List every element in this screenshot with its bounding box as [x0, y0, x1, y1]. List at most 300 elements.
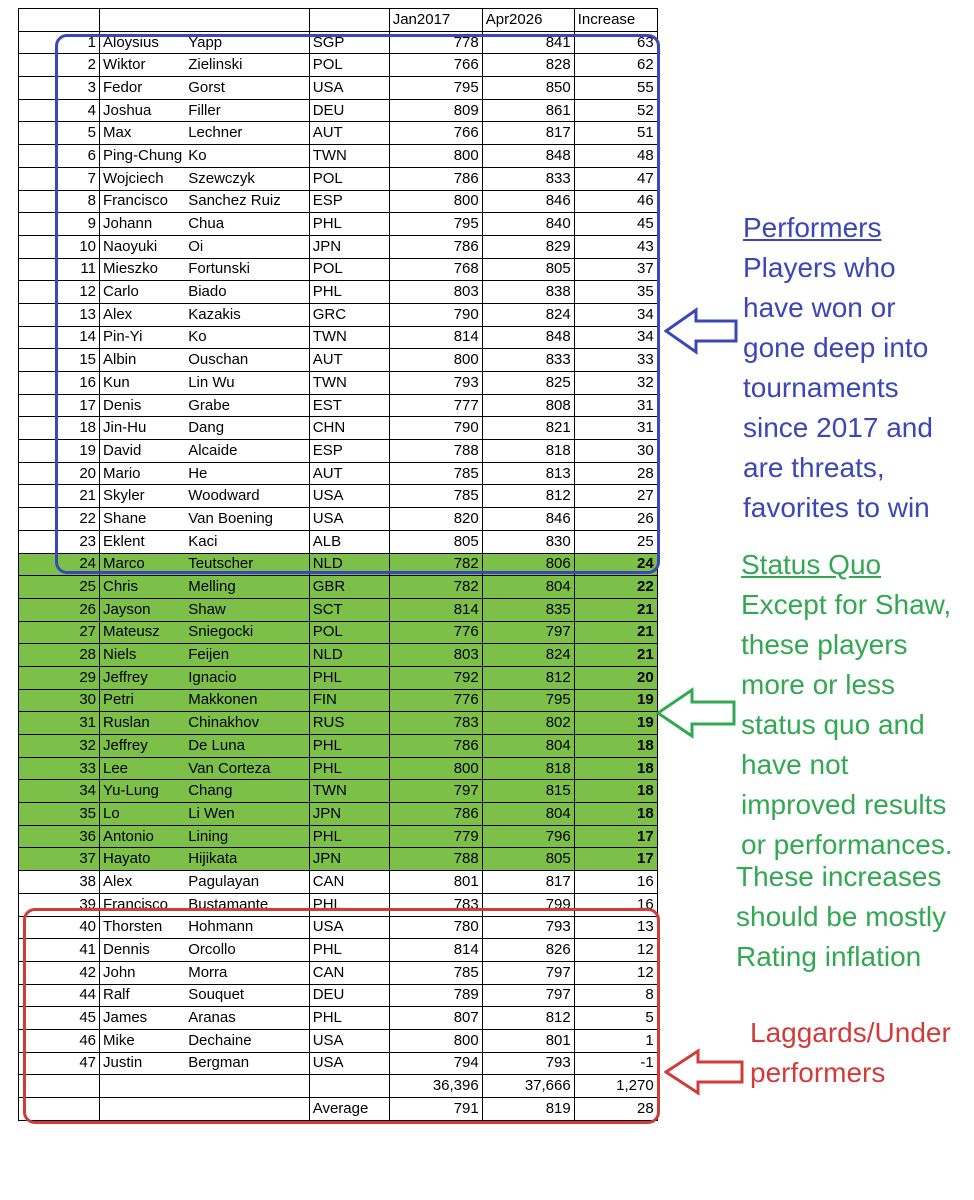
increase-cell: 1 — [574, 1029, 657, 1052]
country-cell: ESP — [309, 190, 389, 213]
average-row — [19, 1098, 658, 1121]
last-name-cell: Lechner — [185, 122, 309, 145]
rank-cell: 41 — [19, 939, 100, 962]
country-cell: JPN — [309, 848, 389, 871]
first-name-cell: Justin — [100, 1052, 186, 1075]
jan2017-cell: 786 — [389, 803, 482, 826]
jan2017-cell: 782 — [389, 553, 482, 576]
first-name-cell: Ping-Chung — [100, 145, 186, 168]
jan2017-cell: 786 — [389, 167, 482, 190]
rank-cell: 16 — [19, 372, 100, 395]
rank-cell: 10 — [19, 235, 100, 258]
last-name-cell: Sanchez Ruiz — [185, 190, 309, 213]
rank-cell: 22 — [19, 508, 100, 531]
country-cell: PHL — [309, 757, 389, 780]
ratings-table — [18, 8, 658, 1121]
country-cell: NLD — [309, 644, 389, 667]
rank-cell: 18 — [19, 417, 100, 440]
increase-cell: 37 — [574, 258, 657, 281]
apr2026-cell: 848 — [482, 145, 574, 168]
first-name-cell: Shane — [100, 508, 186, 531]
apr2026-cell: 808 — [482, 394, 574, 417]
first-name-cell: Chris — [100, 576, 186, 599]
last-name-cell: Pagulayan — [185, 871, 309, 894]
laggards-arrow-icon — [664, 1048, 746, 1096]
rank-cell: 31 — [19, 712, 100, 735]
apr2026-cell: 812 — [482, 485, 574, 508]
rank-cell: 9 — [19, 213, 100, 236]
jan2017-cell: 820 — [389, 508, 482, 531]
table-row — [19, 735, 658, 758]
table-row — [19, 689, 658, 712]
last-name-cell: Gorst — [185, 77, 309, 100]
header-row — [19, 9, 658, 32]
header-jan2017: Jan2017 — [389, 9, 482, 32]
last-name-cell: Woodward — [185, 485, 309, 508]
first-name-cell: Francisco — [100, 190, 186, 213]
status-quo-line: Except for Shaw, — [741, 589, 952, 620]
first-name-cell: Marco — [100, 553, 186, 576]
last-name-cell: Ouschan — [185, 349, 309, 372]
header-cell — [185, 9, 309, 32]
first-name-cell: Antonio — [100, 825, 186, 848]
first-name-cell: Carlo — [100, 281, 186, 304]
table-row — [19, 871, 658, 894]
rank-cell: 27 — [19, 621, 100, 644]
jan2017-cell: 801 — [389, 871, 482, 894]
rank-cell: 25 — [19, 576, 100, 599]
last-name-cell: Chinakhov — [185, 712, 309, 735]
rank-cell: 17 — [19, 394, 100, 417]
last-name-cell: Szewczyk — [185, 167, 309, 190]
country-cell: SGP — [309, 31, 389, 54]
jan2017-cell: 792 — [389, 666, 482, 689]
country-cell: TWN — [309, 326, 389, 349]
apr2026-cell: 833 — [482, 167, 574, 190]
table-row — [19, 462, 658, 485]
jan2017-cell: 776 — [389, 689, 482, 712]
inflation-line: These increases — [736, 861, 942, 892]
table-row — [19, 598, 658, 621]
country-cell: JPN — [309, 235, 389, 258]
jan2017-cell: 803 — [389, 281, 482, 304]
apr2026-cell: 818 — [482, 440, 574, 463]
country-cell: USA — [309, 485, 389, 508]
first-name-cell: John — [100, 961, 186, 984]
status-quo-line: or performances. — [741, 829, 953, 860]
last-name-cell: Biado — [185, 281, 309, 304]
first-name-cell: Dennis — [100, 939, 186, 962]
rank-cell: 5 — [19, 122, 100, 145]
average-apr2026: 819 — [482, 1098, 574, 1121]
totals-apr2026: 37,666 — [482, 1075, 574, 1098]
apr2026-cell: 826 — [482, 939, 574, 962]
apr2026-cell: 841 — [482, 31, 574, 54]
increase-cell: 18 — [574, 803, 657, 826]
country-cell: AUT — [309, 122, 389, 145]
last-name-cell: Kazakis — [185, 303, 309, 326]
rank-cell: 40 — [19, 916, 100, 939]
country-cell: SCT — [309, 598, 389, 621]
rank-cell: 30 — [19, 689, 100, 712]
increase-cell: 17 — [574, 825, 657, 848]
table-row — [19, 281, 658, 304]
apr2026-cell: 795 — [482, 689, 574, 712]
table-row — [19, 145, 658, 168]
apr2026-cell: 796 — [482, 825, 574, 848]
first-name-cell: Denis — [100, 394, 186, 417]
status-quo-line: these players — [741, 629, 908, 660]
rating-inflation-note — [736, 857, 974, 977]
jan2017-cell: 780 — [389, 916, 482, 939]
average-label: Average — [309, 1098, 389, 1121]
increase-cell: 26 — [574, 508, 657, 531]
average-jan2017: 791 — [389, 1098, 482, 1121]
jan2017-cell: 797 — [389, 780, 482, 803]
first-name-cell: David — [100, 440, 186, 463]
increase-cell: 34 — [574, 326, 657, 349]
country-cell: POL — [309, 167, 389, 190]
jan2017-cell: 803 — [389, 644, 482, 667]
first-name-cell: Niels — [100, 644, 186, 667]
country-cell: USA — [309, 1029, 389, 1052]
table-row — [19, 485, 658, 508]
increase-cell: 45 — [574, 213, 657, 236]
first-name-cell: Jeffrey — [100, 666, 186, 689]
table-row — [19, 77, 658, 100]
table-row — [19, 394, 658, 417]
table-row — [19, 1029, 658, 1052]
table-row — [19, 349, 658, 372]
table-row — [19, 780, 658, 803]
first-name-cell: Wiktor — [100, 54, 186, 77]
jan2017-cell: 790 — [389, 303, 482, 326]
totals-jan2017: 36,396 — [389, 1075, 482, 1098]
inflation-line: Rating inflation — [736, 941, 922, 972]
country-cell: TWN — [309, 145, 389, 168]
table-row — [19, 167, 658, 190]
rank-cell: 35 — [19, 803, 100, 826]
increase-cell: 35 — [574, 281, 657, 304]
first-name-cell: Joshua — [100, 99, 186, 122]
increase-cell: 52 — [574, 99, 657, 122]
apr2026-cell: 812 — [482, 666, 574, 689]
country-cell: AUT — [309, 462, 389, 485]
rank-cell: 28 — [19, 644, 100, 667]
country-cell: NLD — [309, 553, 389, 576]
last-name-cell: Van Boening — [185, 508, 309, 531]
jan2017-cell: 783 — [389, 893, 482, 916]
apr2026-cell: 799 — [482, 893, 574, 916]
increase-cell: 43 — [574, 235, 657, 258]
last-name-cell: De Luna — [185, 735, 309, 758]
first-name-cell: Petri — [100, 689, 186, 712]
table-row — [19, 235, 658, 258]
increase-cell: 5 — [574, 1007, 657, 1030]
increase-cell: 16 — [574, 871, 657, 894]
increase-cell: 12 — [574, 961, 657, 984]
jan2017-cell: 795 — [389, 213, 482, 236]
jan2017-cell: 788 — [389, 848, 482, 871]
first-name-cell: Hayato — [100, 848, 186, 871]
increase-cell: -1 — [574, 1052, 657, 1075]
first-name-cell: Thorsten — [100, 916, 186, 939]
jan2017-cell: 785 — [389, 961, 482, 984]
jan2017-cell: 788 — [389, 440, 482, 463]
first-name-cell: Mieszko — [100, 258, 186, 281]
apr2026-cell: 828 — [482, 54, 574, 77]
increase-cell: 8 — [574, 984, 657, 1007]
table-row — [19, 553, 658, 576]
rank-cell: 45 — [19, 1007, 100, 1030]
totals-label — [309, 1075, 389, 1098]
last-name-cell: Van Corteza — [185, 757, 309, 780]
country-cell: GRC — [309, 303, 389, 326]
increase-cell: 17 — [574, 848, 657, 871]
rank-cell: 38 — [19, 871, 100, 894]
table-row — [19, 666, 658, 689]
increase-cell: 21 — [574, 598, 657, 621]
table-row — [19, 757, 658, 780]
table-row — [19, 54, 658, 77]
performers-line: tournaments — [743, 372, 899, 403]
jan2017-cell: 800 — [389, 190, 482, 213]
header-cell — [100, 9, 186, 32]
first-name-cell: James — [100, 1007, 186, 1030]
country-cell: PHL — [309, 1007, 389, 1030]
country-cell: DEU — [309, 99, 389, 122]
apr2026-cell: 804 — [482, 576, 574, 599]
status-quo-title: Status Quo — [741, 549, 882, 580]
table-row — [19, 644, 658, 667]
first-name-cell: Mario — [100, 462, 186, 485]
jan2017-cell: 793 — [389, 372, 482, 395]
rank-cell: 1 — [19, 31, 100, 54]
first-name-cell: Yu-Lung — [100, 780, 186, 803]
rank-cell: 14 — [19, 326, 100, 349]
table-row — [19, 1052, 658, 1075]
table-row — [19, 508, 658, 531]
last-name-cell: Filler — [185, 99, 309, 122]
jan2017-cell: 814 — [389, 326, 482, 349]
laggards-line: performers — [750, 1057, 886, 1088]
header-apr2026: Apr2026 — [482, 9, 574, 32]
rank-cell: 3 — [19, 77, 100, 100]
table-row — [19, 825, 658, 848]
last-name-cell: Ko — [185, 145, 309, 168]
last-name-cell: Bergman — [185, 1052, 309, 1075]
country-cell: GBR — [309, 576, 389, 599]
header-cell — [19, 9, 100, 32]
apr2026-cell: 824 — [482, 644, 574, 667]
status-quo-line: improved results — [741, 789, 947, 820]
rank-cell: 26 — [19, 598, 100, 621]
table-row — [19, 258, 658, 281]
table-row — [19, 122, 658, 145]
table-row — [19, 372, 658, 395]
table-row — [19, 961, 658, 984]
table-row — [19, 303, 658, 326]
rank-cell: 46 — [19, 1029, 100, 1052]
apr2026-cell: 806 — [482, 553, 574, 576]
last-name-cell: Oi — [185, 235, 309, 258]
apr2026-cell: 805 — [482, 848, 574, 871]
apr2026-cell: 835 — [482, 598, 574, 621]
rank-cell: 42 — [19, 961, 100, 984]
country-cell: CAN — [309, 871, 389, 894]
increase-cell: 55 — [574, 77, 657, 100]
increase-cell: 34 — [574, 303, 657, 326]
last-name-cell: Hohmann — [185, 916, 309, 939]
country-cell: EST — [309, 394, 389, 417]
table-row — [19, 1007, 658, 1030]
laggards-note — [750, 1013, 974, 1093]
rank-cell: 2 — [19, 54, 100, 77]
last-name-cell: Yapp — [185, 31, 309, 54]
apr2026-cell: 850 — [482, 77, 574, 100]
country-cell: PHL — [309, 825, 389, 848]
totals-increase: 1,270 — [574, 1075, 657, 1098]
first-name-cell: Pin-Yi — [100, 326, 186, 349]
rank-cell: 7 — [19, 167, 100, 190]
increase-cell: 25 — [574, 530, 657, 553]
rank-cell: 19 — [19, 440, 100, 463]
performers-line: favorites to win — [743, 492, 930, 523]
first-name-cell: Lee — [100, 757, 186, 780]
first-name-cell: Jeffrey — [100, 735, 186, 758]
table-row — [19, 99, 658, 122]
last-name-cell: Alcaide — [185, 440, 309, 463]
last-name-cell: Teutscher — [185, 553, 309, 576]
first-name-cell: Francisco — [100, 893, 186, 916]
first-name-cell: Eklent — [100, 530, 186, 553]
country-cell: PHL — [309, 281, 389, 304]
apr2026-cell: 804 — [482, 735, 574, 758]
last-name-cell: Bustamante — [185, 893, 309, 916]
jan2017-cell: 805 — [389, 530, 482, 553]
rank-cell: 29 — [19, 666, 100, 689]
country-cell: USA — [309, 77, 389, 100]
jan2017-cell: 794 — [389, 1052, 482, 1075]
last-name-cell: Sniegocki — [185, 621, 309, 644]
country-cell: CAN — [309, 961, 389, 984]
jan2017-cell: 800 — [389, 757, 482, 780]
apr2026-cell: 833 — [482, 349, 574, 372]
rank-cell: 21 — [19, 485, 100, 508]
header-cell — [309, 9, 389, 32]
last-name-cell: Kaci — [185, 530, 309, 553]
rank-cell: 13 — [19, 303, 100, 326]
first-name-cell: Skyler — [100, 485, 186, 508]
increase-cell: 13 — [574, 916, 657, 939]
table-row — [19, 417, 658, 440]
jan2017-cell: 785 — [389, 462, 482, 485]
apr2026-cell: 821 — [482, 417, 574, 440]
rank-cell: 15 — [19, 349, 100, 372]
apr2026-cell: 817 — [482, 122, 574, 145]
country-cell: DEU — [309, 984, 389, 1007]
first-name-cell: Mateusz — [100, 621, 186, 644]
increase-cell: 27 — [574, 485, 657, 508]
rank-cell: 24 — [19, 553, 100, 576]
first-name-cell: Lo — [100, 803, 186, 826]
apr2026-cell: 861 — [482, 99, 574, 122]
last-name-cell: Grabe — [185, 394, 309, 417]
first-name-cell: Wojciech — [100, 167, 186, 190]
country-cell: PHL — [309, 893, 389, 916]
jan2017-cell: 768 — [389, 258, 482, 281]
table-row — [19, 31, 658, 54]
increase-cell: 22 — [574, 576, 657, 599]
status-quo-line: status quo and — [741, 709, 925, 740]
rank-cell: 44 — [19, 984, 100, 1007]
rank-cell: 47 — [19, 1052, 100, 1075]
performers-line: since 2017 and — [743, 412, 933, 443]
apr2026-cell: 797 — [482, 961, 574, 984]
performers-line: Players who — [743, 252, 896, 283]
table-row — [19, 213, 658, 236]
country-cell: USA — [309, 916, 389, 939]
country-cell: TWN — [309, 372, 389, 395]
increase-cell: 31 — [574, 394, 657, 417]
table-row — [19, 190, 658, 213]
country-cell: CHN — [309, 417, 389, 440]
rank-cell: 20 — [19, 462, 100, 485]
last-name-cell: Orcollo — [185, 939, 309, 962]
first-name-cell: Ruslan — [100, 712, 186, 735]
jan2017-cell: 800 — [389, 1029, 482, 1052]
increase-cell: 24 — [574, 553, 657, 576]
inflation-line: should be mostly — [736, 901, 947, 932]
apr2026-cell: 813 — [482, 462, 574, 485]
table-row — [19, 848, 658, 871]
last-name-cell: Makkonen — [185, 689, 309, 712]
jan2017-cell: 766 — [389, 54, 482, 77]
last-name-cell: Hijikata — [185, 848, 309, 871]
increase-cell: 21 — [574, 644, 657, 667]
first-name-cell: Kun — [100, 372, 186, 395]
last-name-cell: Lining — [185, 825, 309, 848]
apr2026-cell: 802 — [482, 712, 574, 735]
last-name-cell: Shaw — [185, 598, 309, 621]
jan2017-cell: 786 — [389, 735, 482, 758]
apr2026-cell: 817 — [482, 871, 574, 894]
country-cell: POL — [309, 54, 389, 77]
increase-cell: 46 — [574, 190, 657, 213]
totals-row — [19, 1075, 658, 1098]
rank-cell: 33 — [19, 757, 100, 780]
rank-cell: 36 — [19, 825, 100, 848]
country-cell: POL — [309, 258, 389, 281]
last-name-cell: Chua — [185, 213, 309, 236]
country-cell: AUT — [309, 349, 389, 372]
increase-cell: 16 — [574, 893, 657, 916]
last-name-cell: Melling — [185, 576, 309, 599]
first-name-cell: Max — [100, 122, 186, 145]
first-name-cell: Jayson — [100, 598, 186, 621]
increase-cell: 18 — [574, 780, 657, 803]
apr2026-cell: 815 — [482, 780, 574, 803]
increase-cell: 62 — [574, 54, 657, 77]
status-quo-line: have not — [741, 749, 849, 780]
rank-cell: 8 — [19, 190, 100, 213]
jan2017-cell: 776 — [389, 621, 482, 644]
first-name-cell: Johann — [100, 213, 186, 236]
country-cell: JPN — [309, 803, 389, 826]
last-name-cell: Ko — [185, 326, 309, 349]
last-name-cell: Li Wen — [185, 803, 309, 826]
country-cell: RUS — [309, 712, 389, 735]
